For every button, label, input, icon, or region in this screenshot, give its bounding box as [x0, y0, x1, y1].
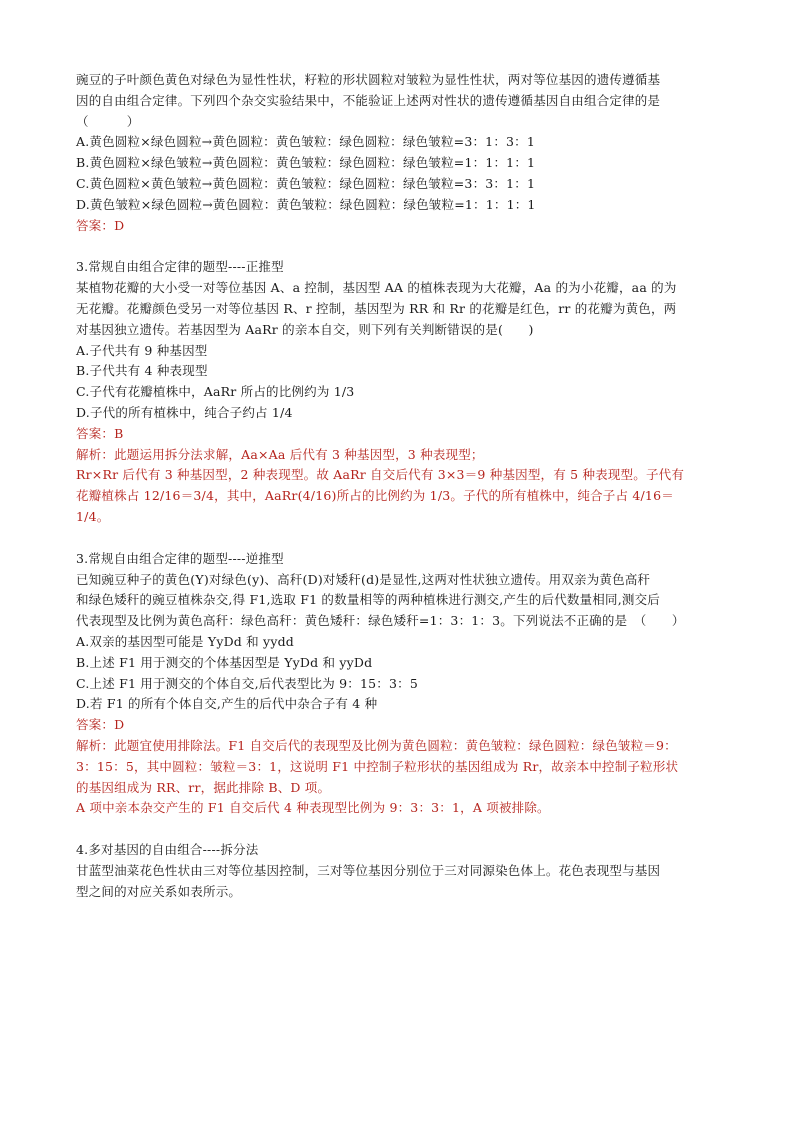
- spacer: [76, 236, 726, 257]
- q4-stem-line: 型之间的对应关系如表所示。: [76, 883, 242, 899]
- q1-option-c: C.黄色圆粒×黄色皱粒→黄色圆粒：黄色皱粒：绿色圆粒：绿色皱粒=3：3：1：1: [76, 175, 536, 191]
- document-page: [76, 70, 726, 902]
- q2-analysis-line: 1/4。: [76, 508, 110, 524]
- q3-stem-line: 已知豌豆种子的黄色(Y)对绿色(y)、高秆(D)对矮秆(d)是显性,这两对性状独立遗传。用双亲为黄色高秆: [76, 571, 651, 587]
- q3-heading: 3.常规自由组合定律的题型----逆推型: [76, 550, 284, 566]
- q3-option-c: C.上述 F1 用于测交的个体自交,后代表型比为 9：15：3：5: [76, 675, 418, 691]
- question-4: [76, 840, 726, 902]
- q2-option-c: C.子代有花瓣植株中，AaRr 所占的比例约为 1/3: [76, 384, 355, 400]
- q3-stem-line: 和绿色矮秆的豌豆植株杂交,得 F1,选取 F1 的数量相等的两种植株进行测交,产生的后代数量相同,测交后: [76, 592, 660, 608]
- spacer: [76, 819, 726, 840]
- q2-heading: 3.常规自由组合定律的题型----正推型: [76, 259, 284, 275]
- q2-stem-line: 对基因独立遗传。若基因型为 AaRr 的亲本自交，则下列有关判断错误的是( ): [76, 321, 534, 337]
- q3-option-a: A.双亲的基因型可能是 YyDd 和 yydd: [76, 633, 294, 649]
- question-1: [76, 70, 726, 236]
- q2-stem-line: 某植物花瓣的大小受一对等位基因 A、a 控制，基因型 AA 的植株表现为大花瓣，Aa 的为小花瓣，aa 的为: [76, 280, 677, 296]
- q4-stem-line: 甘蓝型油菜花色性状由三对等位基因控制，三对等位基因分别位于三对同源染色体上。花色表现型与基因: [76, 862, 661, 878]
- q1-stem-line: 豌豆的子叶颜色黄色对绿色为显性性状，籽粒的形状圆粒对皱粒为显性性状，两对等位基因的遗传遵循基: [76, 72, 661, 87]
- q3-analysis-line: 的基因组成为 RR、rr，据此排除 B、D 项。: [76, 779, 331, 795]
- spacer: [76, 528, 726, 549]
- q2-option-b: B.子代共有 4 种表现型: [76, 363, 208, 379]
- q3-answer: 答案：D: [76, 717, 125, 733]
- q1-option-d: D.黄色皱粒×绿色圆粒→黄色圆粒：黄色皱粒：绿色圆粒：绿色皱粒=1：1：1：1: [76, 196, 536, 212]
- q3-option-d: D.若 F1 的所有个体自交,产生的后代中杂合子有 4 种: [76, 696, 378, 712]
- q3-option-b: B.上述 F1 用于测交的个体基因型是 YyDd 和 yyDd: [76, 654, 373, 670]
- q1-stem-line: （ ）: [76, 113, 140, 129]
- q4-heading: 4.多对基因的自由组合----拆分法: [76, 842, 259, 858]
- question-3: [76, 549, 726, 819]
- q3-stem-line: 代表现型及比例为黄色高秆：绿色高秆：黄色矮秆：绿色矮秆=1：3：1：3。下列说法不正确的是 （ ）: [76, 613, 685, 629]
- q2-analysis-line: 花瓣植株占 12/16＝3/4，其中，AaRr(4/16)所占的比例约为 1/3。子代的所有植株中，纯合子占 4/16＝: [76, 488, 674, 504]
- q2-option-a: A.子代共有 9 种基因型: [76, 342, 208, 358]
- q3-analysis-line: A 项中亲本杂交产生的 F1 自交后代 4 种表现型比例为 9：3：3：1，A 项被排除。: [76, 800, 550, 816]
- q2-answer: 答案：B: [76, 425, 124, 441]
- q3-analysis-line: 解析：此题宜使用排除法。F1 自交后代的表现型及比例为黄色圆粒：黄色皱粒：绿色圆粒：绿色皱粒＝9：: [76, 737, 677, 753]
- q1-option-a: A.黄色圆粒×绿色圆粒→黄色圆粒：黄色皱粒：绿色圆粒：绿色皱粒=3：1：3：1: [76, 134, 536, 150]
- question-2: [76, 257, 726, 527]
- q1-option-b: B.黄色圆粒×绿色皱粒→黄色圆粒：黄色皱粒：绿色圆粒：绿色皱粒=1：1：1：1: [76, 155, 536, 171]
- q1-stem-line: 因的自由组合定律。下列四个杂交实验结果中，不能验证上述两对性状的遗传遵循基因自由组合定律的是: [76, 92, 661, 108]
- q2-analysis-line: 解析：此题运用拆分法求解，Aa×Aa 后代有 3 种基因型，3 种表现型；: [76, 446, 484, 462]
- q1-answer: 答案：D: [76, 217, 125, 233]
- q2-option-d: D.子代的所有植株中，纯合子约占 1/4: [76, 404, 293, 420]
- q2-analysis-line: Rr×Rr 后代有 3 种基因型，2 种表现型。故 AaRr 自交后代有 3×3＝9 种基因型，有 5 种表现型。子代有: [76, 467, 685, 483]
- q3-analysis-line: 3：15：5，其中圆粒：皱粒＝3：1，这说明 F1 中控制子粒形状的基因组成为 Rr，故亲本中控制子粒形状: [76, 758, 679, 774]
- q2-stem-line: 无花瓣。花瓣颜色受另一对等位基因 R、r 控制，基因型为 RR 和 Rr 的花瓣是红色，rr 的花瓣为黄色，两: [76, 300, 677, 316]
